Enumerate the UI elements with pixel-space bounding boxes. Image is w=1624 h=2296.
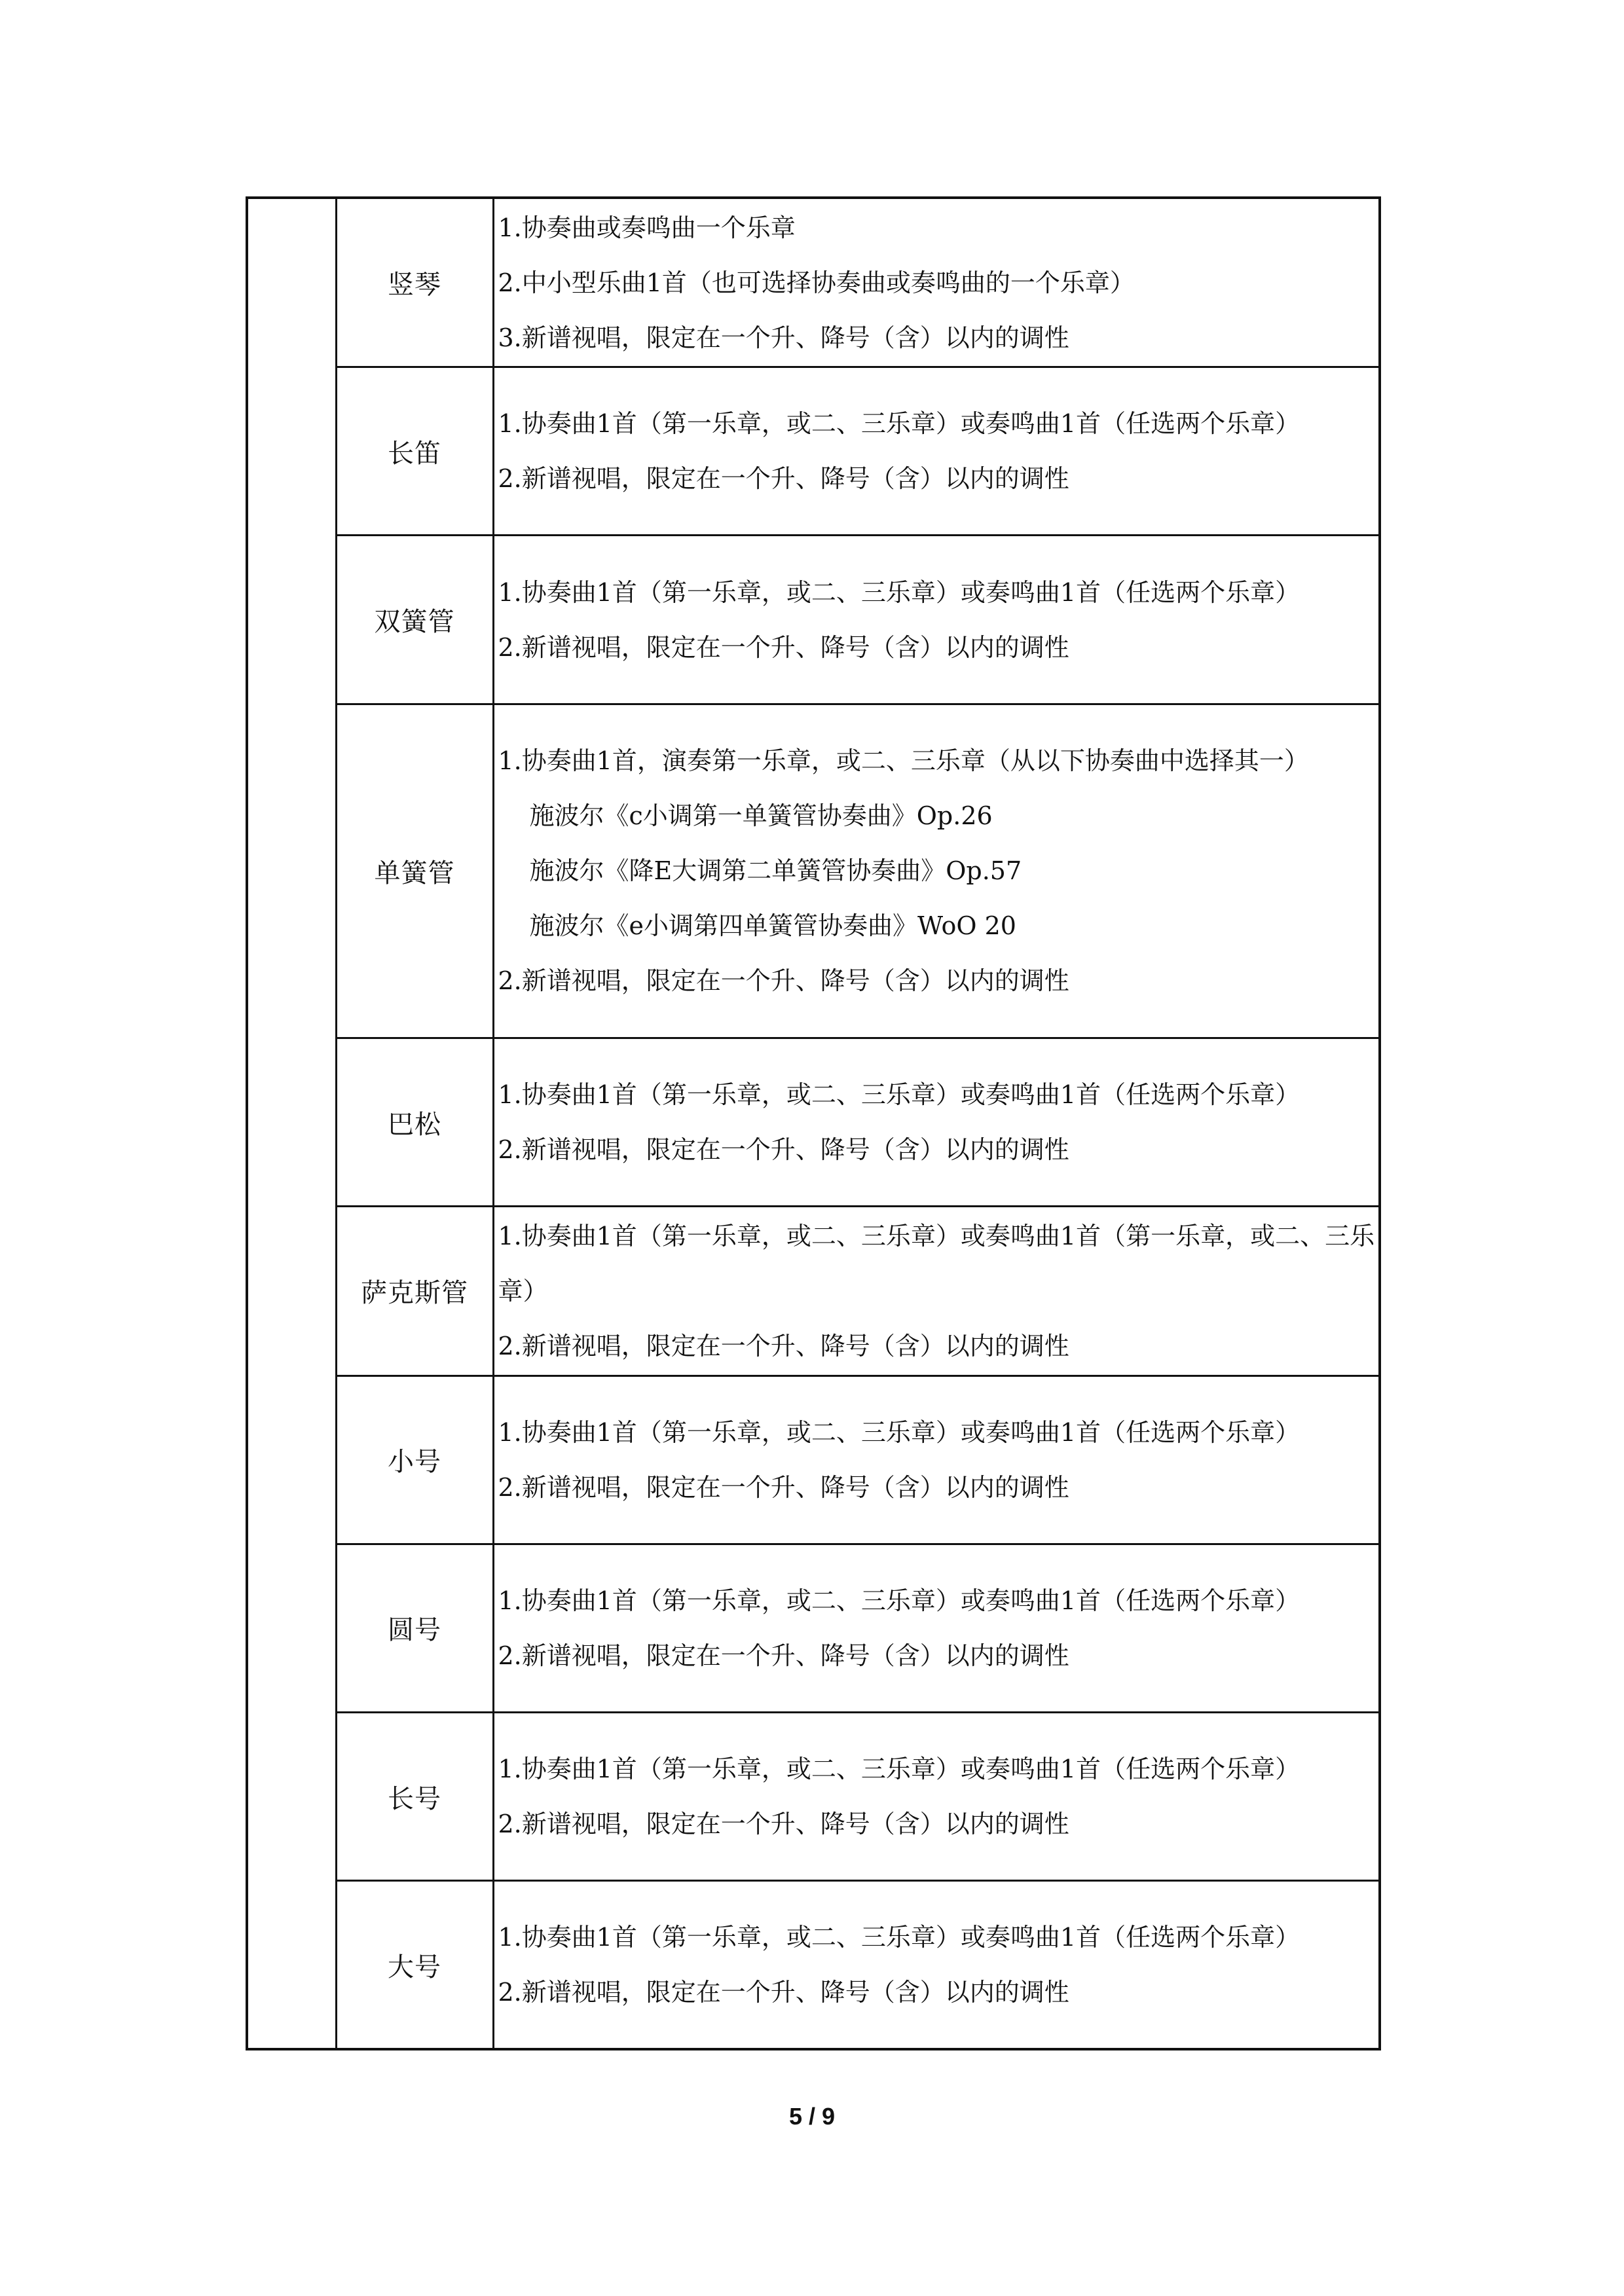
instrument-name: 长笛 [336, 367, 493, 536]
requirement-line: 2.新谱视唱，限定在一个升、降号（含）以内的调性 [498, 632, 1069, 662]
requirement-line: 2.新谱视唱，限定在一个升、降号（含）以内的调性 [498, 1810, 1069, 1839]
requirement-line: 1.协奏曲1首（第一乐章，或二、三乐章）或奏鸣曲1首（任选两个乐章） [498, 1080, 1301, 1110]
requirements-cell [493, 1712, 1380, 1880]
requirements-cell [493, 367, 1380, 536]
requirement-line: 1.协奏曲1首（第一乐章，或二、三乐章）或奏鸣曲1首（任选两个乐章） [498, 409, 1301, 439]
requirement-line: 1.协奏曲1首（第一乐章，或二、三乐章）或奏鸣曲1首（任选两个乐章） [498, 1586, 1301, 1615]
requirements-cell [493, 1207, 1380, 1376]
requirement-line: 2.中小型乐曲1首（也可选择协奏曲或奏鸣曲的一个乐章） [498, 268, 1135, 297]
table-row [247, 1376, 1380, 1544]
requirements-cell [493, 1544, 1380, 1712]
requirements-cell [493, 1038, 1380, 1207]
requirement-line: 2.新谱视唱，限定在一个升、降号（含）以内的调性 [498, 1472, 1069, 1502]
requirement-line: 2.新谱视唱，限定在一个升、降号（含）以内的调性 [498, 1978, 1069, 2007]
table-row [247, 1207, 1380, 1376]
page-number: 5 / 9 [788, 2103, 836, 2130]
instrument-name: 单簧管 [336, 704, 493, 1038]
instrument-name: 圆号 [336, 1544, 493, 1712]
table-row [247, 1038, 1380, 1207]
instrument-name: 巴松 [336, 1038, 493, 1207]
requirement-line: 3.新谱视唱，限定在一个升、降号（含）以内的调性 [498, 323, 1069, 352]
requirement-line: 2.新谱视唱，限定在一个升、降号（含）以内的调性 [498, 464, 1069, 494]
table-row [247, 1712, 1380, 1880]
repertoire-item: 施波尔《e小调第四单簧管协奏曲》WoO 20 [529, 911, 1016, 941]
instrument-name: 长号 [336, 1712, 493, 1880]
instrument-name: 小号 [336, 1376, 493, 1544]
repertoire-item: 施波尔《c小调第一单簧管协奏曲》Op.26 [529, 801, 993, 831]
requirements-cell [493, 1881, 1380, 2049]
table-row [247, 198, 1380, 367]
table-row [247, 367, 1380, 536]
requirements-table-body [247, 198, 1380, 2049]
requirements-cell [493, 198, 1380, 367]
requirement-line: 2.新谱视唱，限定在一个升、降号（含）以内的调性 [498, 966, 1069, 996]
requirements-cell [493, 536, 1380, 704]
table-row [247, 704, 1380, 1038]
requirements-cell [493, 1376, 1380, 1544]
repertoire-item: 施波尔《降E大调第二单簧管协奏曲》Op.57 [529, 856, 1022, 886]
category-cell [247, 198, 336, 2049]
requirement-line: 1.协奏曲1首（第一乐章，或二、三乐章）或奏鸣曲1首（任选两个乐章） [498, 1755, 1301, 1784]
requirement-line: 1.协奏曲1首（第一乐章，或二、三乐章）或奏鸣曲1首（任选两个乐章） [498, 1923, 1301, 1952]
requirement-line: 1.协奏曲1首（第一乐章，或二、三乐章）或奏鸣曲1首（任选两个乐章） [498, 1417, 1301, 1447]
requirement-line: 2.新谱视唱，限定在一个升、降号（含）以内的调性 [498, 1135, 1069, 1165]
instrument-name: 竖琴 [336, 198, 493, 367]
instrument-name: 萨克斯管 [336, 1207, 493, 1376]
requirement-line: 2.新谱视唱，限定在一个升、降号（含）以内的调性 [498, 1641, 1069, 1670]
requirement-line: 1.协奏曲或奏鸣曲一个乐章 [498, 213, 796, 242]
table-row [247, 1881, 1380, 2049]
requirement-line: 1.协奏曲1首，演奏第一乐章，或二、三乐章（从以下协奏曲中选择其一） [498, 746, 1309, 776]
requirement-line: 2.新谱视唱，限定在一个升、降号（含）以内的调性 [498, 1331, 1069, 1360]
requirement-line: 1.协奏曲1首（第一乐章，或二、三乐章）或奏鸣曲1首（第一乐章，或二、三乐章） [498, 1221, 1375, 1305]
table-row [247, 1544, 1380, 1712]
table-row [247, 536, 1380, 704]
instrument-name: 大号 [336, 1881, 493, 2049]
requirements-cell [493, 704, 1380, 1038]
requirement-line: 1.协奏曲1首（第一乐章，或二、三乐章）或奏鸣曲1首（任选两个乐章） [498, 577, 1301, 607]
requirements-table [246, 196, 1381, 2050]
instrument-name: 双簧管 [336, 536, 493, 704]
